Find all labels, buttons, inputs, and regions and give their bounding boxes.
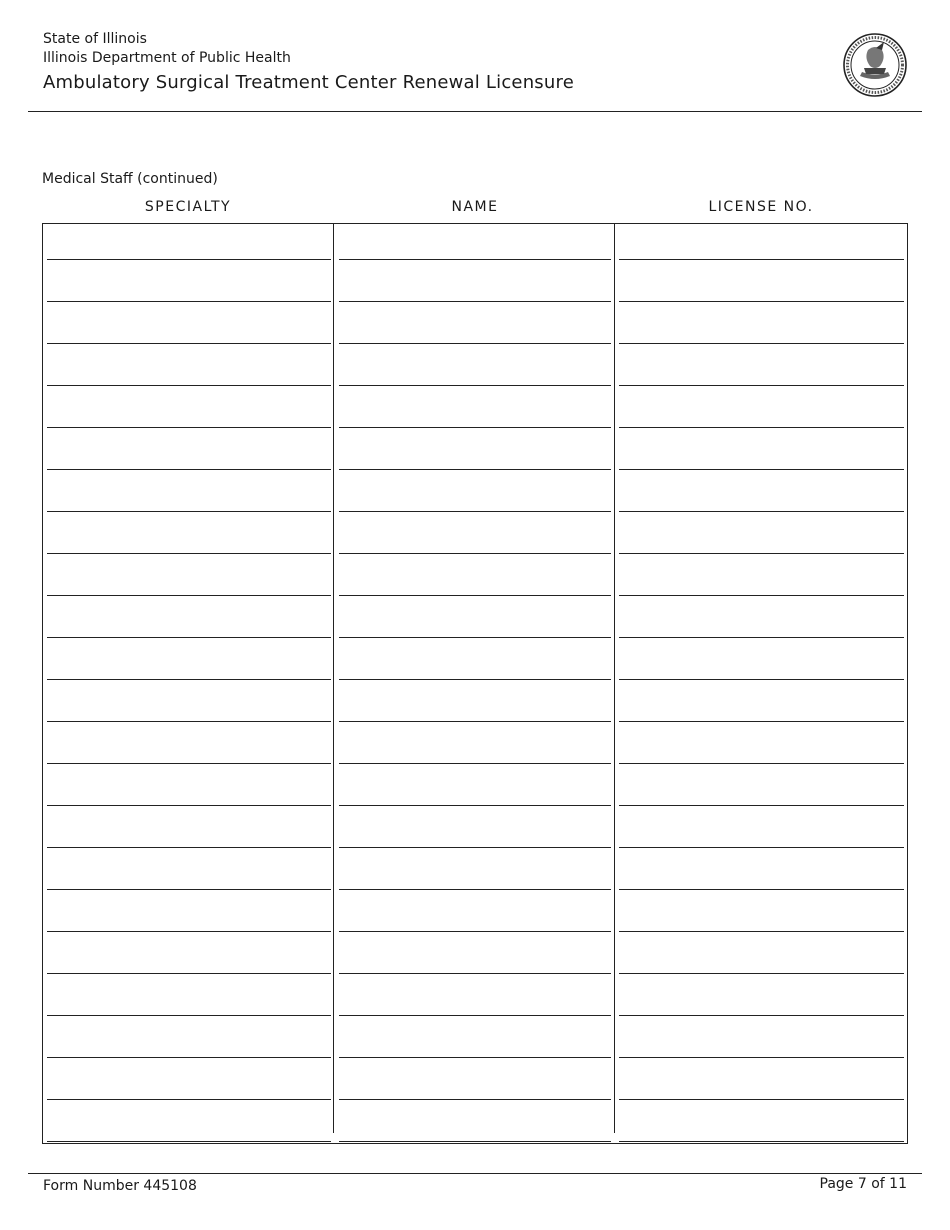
license-no-field[interactable] <box>619 931 904 932</box>
license-no-field[interactable] <box>619 1057 904 1058</box>
column-header-name: NAME <box>451 199 499 215</box>
license-no-field[interactable] <box>619 259 904 260</box>
license-no-field[interactable] <box>619 511 904 512</box>
specialty-field[interactable] <box>47 973 331 974</box>
license-no-field[interactable] <box>619 889 904 890</box>
column-divider <box>614 224 615 1133</box>
specialty-field[interactable] <box>47 427 331 428</box>
name-field[interactable] <box>339 343 611 344</box>
specialty-field[interactable] <box>47 805 331 806</box>
license-no-field[interactable] <box>619 1141 904 1142</box>
column-divider <box>333 224 334 1133</box>
name-field[interactable] <box>339 595 611 596</box>
license-no-field[interactable] <box>619 1099 904 1100</box>
form-title: Ambulatory Surgical Treatment Center Renewal Licensure <box>43 72 574 93</box>
specialty-field[interactable] <box>47 301 331 302</box>
specialty-field[interactable] <box>47 1057 331 1058</box>
header-state: State of Illinois <box>43 31 147 47</box>
column-header-license-no: LICENSE NO. <box>708 199 814 215</box>
specialty-field[interactable] <box>47 721 331 722</box>
specialty-field[interactable] <box>47 847 331 848</box>
name-field[interactable] <box>339 385 611 386</box>
form-number: Form Number 445108 <box>43 1178 197 1194</box>
name-field[interactable] <box>339 679 611 680</box>
name-field[interactable] <box>339 763 611 764</box>
specialty-field[interactable] <box>47 385 331 386</box>
license-no-field[interactable] <box>619 343 904 344</box>
name-field[interactable] <box>339 637 611 638</box>
license-no-field[interactable] <box>619 385 904 386</box>
header-department: Illinois Department of Public Health <box>43 50 291 66</box>
name-field[interactable] <box>339 973 611 974</box>
specialty-field[interactable] <box>47 1099 331 1100</box>
specialty-field[interactable] <box>47 469 331 470</box>
license-no-field[interactable] <box>619 679 904 680</box>
specialty-field[interactable] <box>47 259 331 260</box>
license-no-field[interactable] <box>619 637 904 638</box>
name-field[interactable] <box>339 427 611 428</box>
name-field[interactable] <box>339 511 611 512</box>
name-field[interactable] <box>339 721 611 722</box>
license-no-field[interactable] <box>619 595 904 596</box>
specialty-field[interactable] <box>47 679 331 680</box>
license-no-field[interactable] <box>619 301 904 302</box>
name-field[interactable] <box>339 847 611 848</box>
header-divider <box>28 111 922 112</box>
specialty-field[interactable] <box>47 343 331 344</box>
name-field[interactable] <box>339 469 611 470</box>
footer-divider <box>28 1173 922 1174</box>
name-field[interactable] <box>339 1099 611 1100</box>
name-field[interactable] <box>339 931 611 932</box>
specialty-field[interactable] <box>47 1141 331 1142</box>
license-no-field[interactable] <box>619 763 904 764</box>
specialty-field[interactable] <box>47 595 331 596</box>
specialty-field[interactable] <box>47 763 331 764</box>
license-no-field[interactable] <box>619 553 904 554</box>
license-no-field[interactable] <box>619 721 904 722</box>
section-label: Medical Staff (continued) <box>42 171 218 187</box>
name-field[interactable] <box>339 301 611 302</box>
name-field[interactable] <box>339 1015 611 1016</box>
specialty-field[interactable] <box>47 931 331 932</box>
medical-staff-table <box>42 223 908 1144</box>
specialty-field[interactable] <box>47 511 331 512</box>
page-number: Page 7 of 11 <box>819 1176 907 1192</box>
column-header-specialty: SPECIALTY <box>144 199 232 215</box>
license-no-field[interactable] <box>619 805 904 806</box>
license-no-field[interactable] <box>619 469 904 470</box>
specialty-field[interactable] <box>47 889 331 890</box>
name-field[interactable] <box>339 889 611 890</box>
license-no-field[interactable] <box>619 1015 904 1016</box>
name-field[interactable] <box>339 259 611 260</box>
name-field[interactable] <box>339 553 611 554</box>
name-field[interactable] <box>339 805 611 806</box>
specialty-field[interactable] <box>47 553 331 554</box>
license-no-field[interactable] <box>619 847 904 848</box>
name-field[interactable] <box>339 1057 611 1058</box>
license-no-field[interactable] <box>619 973 904 974</box>
state-seal-icon <box>840 32 910 98</box>
name-field[interactable] <box>339 1141 611 1142</box>
license-no-field[interactable] <box>619 427 904 428</box>
specialty-field[interactable] <box>47 637 331 638</box>
specialty-field[interactable] <box>47 1015 331 1016</box>
